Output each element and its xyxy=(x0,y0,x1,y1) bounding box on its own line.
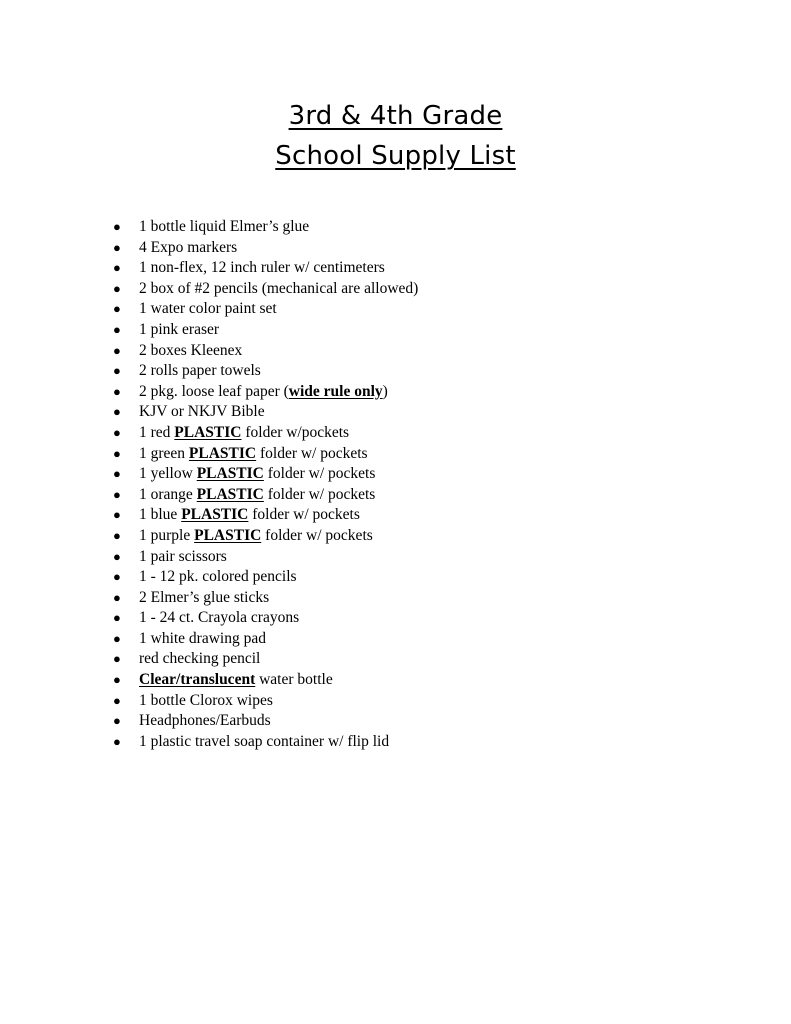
list-item-text xyxy=(139,649,260,670)
item-text-segment: Headphones/Earbuds xyxy=(139,712,271,730)
bullet-icon: ● xyxy=(113,507,121,523)
list-item-text xyxy=(139,629,266,650)
item-text-segment: 1 - 12 pk. colored pencils xyxy=(139,568,297,586)
list-item-text xyxy=(139,608,299,629)
list-item-text xyxy=(139,691,273,712)
bullet-icon: ● xyxy=(113,404,121,420)
list-item-text xyxy=(139,732,389,753)
item-text-segment: 1 purple xyxy=(139,526,195,544)
item-text-segment: 1 white drawing pad xyxy=(139,629,266,647)
item-text-segment: 1 blue xyxy=(139,506,182,524)
list-item-text xyxy=(139,505,360,526)
item-text-segment: 1 bottle Clorox wipes xyxy=(139,691,273,709)
bullet-icon: ● xyxy=(113,548,121,564)
item-text-segment: folder w/ pockets xyxy=(256,444,368,462)
bullet-icon: ● xyxy=(113,733,121,749)
list-item-text xyxy=(139,711,271,732)
emphasized-text: PLASTIC xyxy=(188,444,257,462)
item-text-segment: folder w/ pockets xyxy=(248,506,360,524)
list-item-text xyxy=(139,299,277,320)
bullet-icon: ● xyxy=(113,713,121,729)
bullet-icon: ● xyxy=(113,589,121,605)
item-text-segment: 4 Expo markers xyxy=(139,238,238,256)
emphasized-text: PLASTIC xyxy=(181,506,249,524)
list-item-text xyxy=(139,279,418,300)
item-text-segment: 1 plastic travel soap container w/ flip lid xyxy=(139,732,390,750)
item-text-segment: 2 box of #2 pencils (mechanical are allowed) xyxy=(139,279,419,297)
list-item-text xyxy=(139,485,375,506)
item-text-segment: folder w/ pockets xyxy=(261,526,373,544)
list-item-text xyxy=(139,588,269,609)
list-item-text xyxy=(139,547,227,568)
item-text-segment: water bottle xyxy=(255,671,333,689)
bullet-icon: ● xyxy=(113,692,121,708)
list-item-text xyxy=(139,423,349,444)
list-item-text xyxy=(139,320,219,341)
list-item-text xyxy=(139,526,373,547)
emphasized-text: Clear/translucent xyxy=(139,671,256,689)
list-item-text xyxy=(139,217,309,238)
emphasized-text: PLASTIC xyxy=(196,485,264,503)
item-text-segment: 2 pkg. loose leaf paper ( xyxy=(139,382,289,400)
item-text-segment: 2 boxes Kleenex xyxy=(139,341,243,359)
title-line-grade: 3rd & 4th Grade xyxy=(288,101,503,131)
bullet-icon: ● xyxy=(113,445,121,461)
bullet-icon: ● xyxy=(113,321,121,337)
item-text-segment: 2 rolls paper towels xyxy=(139,362,261,380)
title-line-supply-list: School Supply List xyxy=(275,141,516,171)
bullet-icon: ● xyxy=(113,219,121,234)
list-item-text xyxy=(139,238,237,259)
list-item-text xyxy=(139,670,333,691)
bullet-icon: ● xyxy=(113,280,121,296)
bullet-icon: ● xyxy=(113,672,121,688)
list-item-text xyxy=(139,402,265,423)
list-item-text xyxy=(139,444,368,465)
bullet-icon: ● xyxy=(113,363,121,379)
item-text-segment: 1 yellow xyxy=(139,465,197,483)
bullet-icon: ● xyxy=(113,260,121,276)
item-text-segment: 1 pair scissors xyxy=(139,547,227,565)
item-text-segment: folder w/ pockets xyxy=(263,485,376,503)
list-item-text xyxy=(139,258,385,279)
item-text-segment: folder w/ pockets xyxy=(263,465,376,483)
emphasized-text: PLASTIC xyxy=(196,465,264,483)
list-item-text xyxy=(139,341,242,362)
bullet-icon: ● xyxy=(113,610,121,626)
bullet-icon: ● xyxy=(113,651,121,667)
page-title xyxy=(0,96,791,176)
emphasized-text: wide rule only xyxy=(288,382,383,400)
emphasized-text: PLASTIC xyxy=(194,526,262,544)
item-text-segment: KJV or NKJV Bible xyxy=(139,403,265,421)
emphasized-text: PLASTIC xyxy=(174,423,242,441)
bullet-icon: ● xyxy=(113,424,121,440)
item-text-segment: folder w/pockets xyxy=(241,423,350,441)
item-text-segment: 2 Elmer’s glue sticks xyxy=(139,588,270,606)
item-text-segment: 1 - 24 ct. Crayola crayons xyxy=(139,609,300,627)
bullet-icon: ● xyxy=(113,301,121,317)
bullet-icon: ● xyxy=(113,383,121,399)
list-item-text xyxy=(139,567,297,588)
bullet-icon: ● xyxy=(113,342,121,358)
bullet-icon: ● xyxy=(113,630,121,646)
item-text-segment: 1 bottle liquid Elmer’s glue xyxy=(139,218,310,235)
item-text-segment: 1 red xyxy=(139,423,175,441)
bullet-icon: ● xyxy=(113,239,121,255)
bullet-icon: ● xyxy=(113,486,121,502)
item-text-segment: 1 non-flex, 12 inch ruler w/ centimeters xyxy=(139,259,385,277)
item-text-segment: 1 pink eraser xyxy=(139,320,220,338)
list-item-text xyxy=(139,382,388,403)
bullet-icon: ● xyxy=(113,569,121,585)
item-text-segment: 1 water color paint set xyxy=(139,300,277,318)
item-text-segment: 1 orange xyxy=(139,485,197,503)
item-text-segment: red checking pencil xyxy=(139,650,261,668)
bullet-icon: ● xyxy=(113,527,121,543)
item-text-segment: 1 green xyxy=(139,444,189,462)
bullet-icon: ● xyxy=(113,466,121,482)
item-text-segment: ) xyxy=(382,382,388,400)
list-item-text xyxy=(139,361,261,382)
list-item-text xyxy=(139,464,375,485)
